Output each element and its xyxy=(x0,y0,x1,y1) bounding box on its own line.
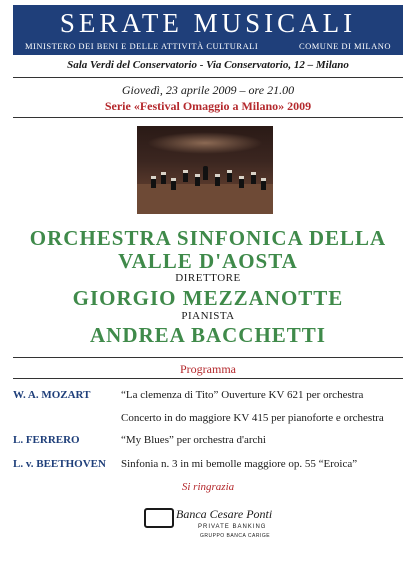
sponsor-group: GRUPPO BANCA CARIGE xyxy=(200,533,271,539)
venue-text: Sala Verdi del Conservatorio - Via Conservatorio, 12 – Milano xyxy=(67,59,349,71)
bank-emblem-icon xyxy=(144,508,174,528)
composer-beethoven: L. v. BEETHOVEN xyxy=(13,458,106,470)
work-item: “La clemenza di Tito” Ouverture KV 621 per orchestra xyxy=(121,389,364,401)
work-item: Sinfonia n. 3 in mi bemolle maggiore op. 55 “Eroica” xyxy=(121,458,358,470)
sponsor-logo xyxy=(140,504,280,544)
page-title: SERATE MUSICALI xyxy=(59,8,357,38)
series-title: Serie «Festival Omaggio a Milano» 2009 xyxy=(104,99,312,113)
director-label: DIRETTORE xyxy=(175,272,241,284)
divider xyxy=(13,117,403,118)
thanks-text: Si ringrazia xyxy=(181,481,235,493)
comune-label: COMUNE DI MILANO xyxy=(298,41,391,51)
orchestra-name-line1: ORCHESTRA SINFONICA DELLA xyxy=(29,226,387,250)
divider xyxy=(13,77,403,78)
ministry-label: MINISTERO DEI BENI E DELLE ATTIVITÀ CULTURALI xyxy=(25,41,259,51)
composer-ferrero: L. FERRERO xyxy=(13,434,80,446)
sponsor-name: Banca Cesare Ponti xyxy=(176,507,273,521)
work-item: “My Blues” per orchestra d'archi xyxy=(121,434,266,446)
orchestra-name-line2: VALLE D'AOSTA xyxy=(118,249,298,273)
event-date: Giovedì, 23 aprile 2009 – ore 21.00 xyxy=(121,83,295,97)
page-header xyxy=(13,5,403,55)
composer-mozart: W. A. MOZART xyxy=(13,389,91,401)
pianist-label: PIANISTA xyxy=(181,310,235,322)
orchestra-photo xyxy=(137,126,273,214)
divider xyxy=(13,357,403,358)
programma-heading: Programma xyxy=(180,362,236,376)
sponsor-subtitle: PRIVATE BANKING xyxy=(198,524,267,530)
divider xyxy=(13,378,403,379)
director-name: GIORGIO MEZZANOTTE xyxy=(72,286,344,310)
work-item: Concerto in do maggiore KV 415 per pianoforte e orchestra xyxy=(121,412,384,424)
pianist-name: ANDREA BACCHETTI xyxy=(90,323,326,347)
